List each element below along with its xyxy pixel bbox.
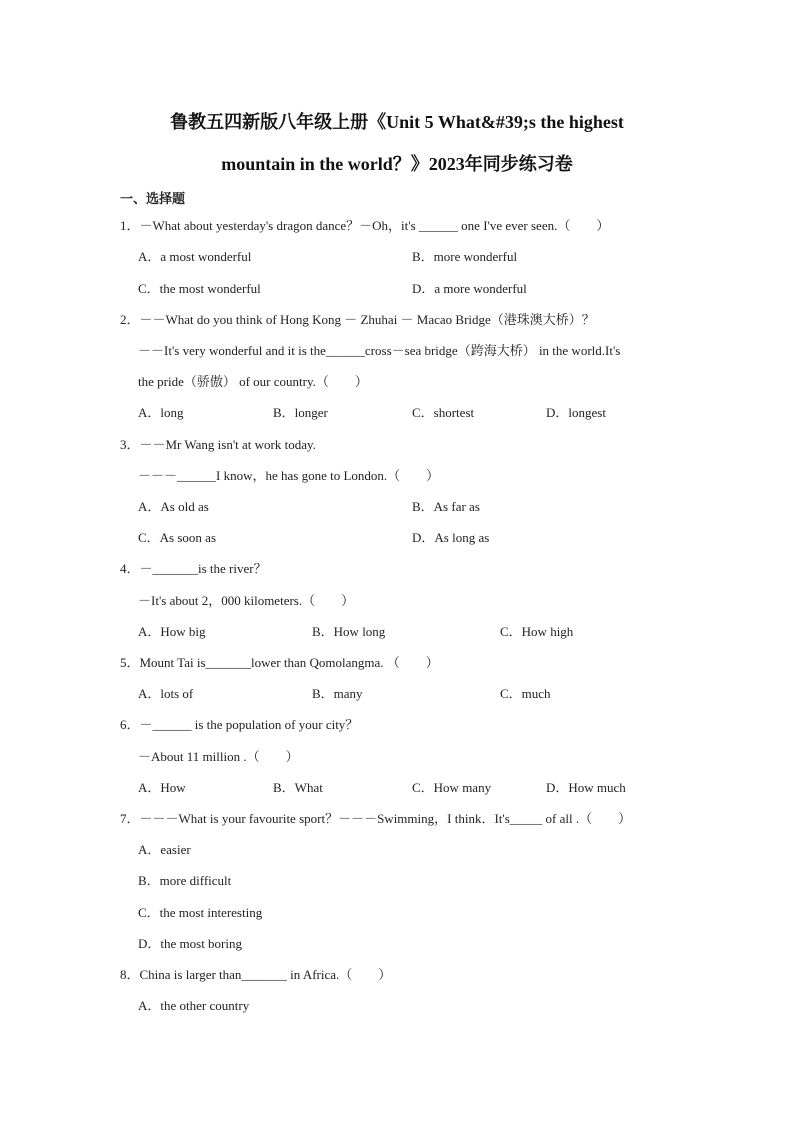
question-3-line-1: 3．－－Mr Wang isn't at work today.	[120, 437, 316, 452]
question-4-option-a[interactable]: A．How big	[138, 624, 206, 639]
question-8-option-a[interactable]: A．the other country	[138, 998, 250, 1013]
question-6-line-1: 6．－______ is the population of your city？	[120, 717, 359, 732]
question-6-option-c[interactable]: C．How many	[412, 780, 492, 795]
question-1-option-c[interactable]: C．the most wonderful	[138, 281, 261, 296]
question-3-option-b[interactable]: B．As far as	[412, 499, 480, 514]
question-5-line-1: 5．Mount Tai is_______lower than Qomolangma. （ ）	[120, 655, 439, 670]
question-6-line-2: －About 11 million .（ ）	[138, 749, 299, 764]
question-7-option-b[interactable]: B．more difficult	[138, 873, 232, 888]
question-4-line-1: 4．－_______is the river？	[120, 561, 267, 576]
question-5-option-c[interactable]: C．much	[500, 686, 551, 701]
question-2-line-3: the pride（骄傲） of our country.（ ）	[138, 374, 368, 389]
question-8-line-1: 8．China is larger than_______ in Africa.（ ）	[120, 967, 392, 982]
question-6-option-b[interactable]: B．What	[273, 780, 323, 795]
question-3-option-a[interactable]: A．As old as	[138, 499, 209, 514]
question-1-option-a[interactable]: A．a most wonderful	[138, 249, 252, 264]
question-2-option-b[interactable]: B．longer	[273, 405, 328, 420]
question-2-option-d[interactable]: D．longest	[546, 405, 606, 420]
page-title-line-2: mountain in the world？》2023年同步练习卷	[221, 154, 573, 174]
question-7-option-d[interactable]: D．the most boring	[138, 936, 242, 951]
question-1-option-d[interactable]: D．a more wonderful	[412, 281, 527, 296]
question-2-line-1: 2．－－What do you think of Hong Kong － Zhuhai － Macao Bridge（港珠澳大桥）？	[120, 312, 595, 327]
question-4-line-2: －It's about 2，000 kilometers.（ ）	[138, 593, 355, 608]
question-4-option-b[interactable]: B．How long	[312, 624, 386, 639]
section-heading: 一、选择题	[120, 191, 186, 206]
question-1-line-1: 1．－What about yesterday's dragon dance？－Oh，it's ______ one I've ever seen.（ ）	[120, 218, 610, 233]
question-2-option-a[interactable]: A．long	[138, 405, 184, 420]
question-3-option-d[interactable]: D．As long as	[412, 530, 490, 545]
question-3-line-2: －－－______I know，he has gone to London.（ ）	[138, 468, 440, 483]
question-4-option-c[interactable]: C．How high	[500, 624, 574, 639]
question-5-option-a[interactable]: A．lots of	[138, 686, 194, 701]
question-3-option-c[interactable]: C．As soon as	[138, 530, 217, 545]
question-6-option-d[interactable]: D．How much	[546, 780, 626, 795]
question-1-option-b[interactable]: B．more wonderful	[412, 249, 518, 264]
question-7-option-a[interactable]: A．easier	[138, 842, 191, 857]
question-6-option-a[interactable]: A．How	[138, 780, 186, 795]
question-2-option-c[interactable]: C．shortest	[412, 405, 475, 420]
question-5-option-b[interactable]: B．many	[312, 686, 363, 701]
question-7-line-1: 7．－－－What is your favourite sport？－－－Swimming，I think．It's_____ of all .（ ）	[120, 811, 632, 826]
question-2-line-2: －－It's very wonderful and it is the______cross－sea bridge（跨海大桥） in the world.It's	[138, 343, 621, 358]
page-title-line-1: 鲁教五四新版八年级上册《Unit 5 What&#39;s the highest	[170, 112, 624, 132]
question-7-option-c[interactable]: C．the most interesting	[138, 905, 263, 920]
